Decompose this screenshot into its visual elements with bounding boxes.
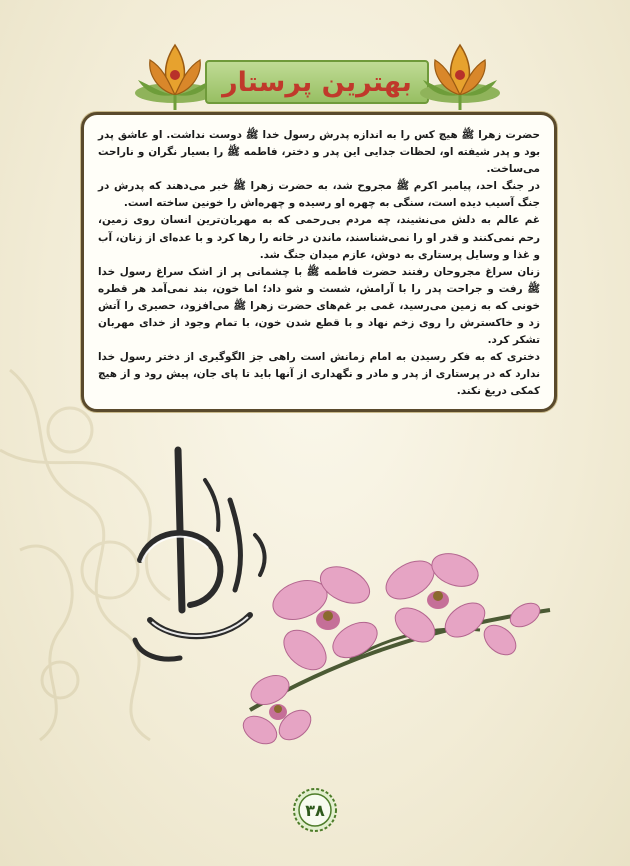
page-number: ۳۸ [305,800,325,820]
right-lotus-ornament [415,35,505,115]
text-box [81,112,557,412]
title-banner [205,60,429,104]
paragraph-5: دختری که به فکر رسیدن به امام زمانش است راهی جز الگوگیری از دختر رسول خدا ندارد که در پرستاری از پدر و مادر و نگهداری از آنها باید تا پای جان، پیش رود و از هیچ کمکی دریغ نکند. [98,351,540,398]
header [0,0,630,120]
paragraph-1: حضرت زهرا ﷺ هیچ کس را به اندازه پدرش رسول خدا ﷺ دوست نداشت. او عاشق پدر بود و پدر شیفته او، لحظات جدایی این پدر و دختر، فاطمه ﷺ را بسیار نگران و ناراحت می‌ساخت. [98,129,540,176]
paragraph-2: در جنگ احد، پیامبر اکرم ﷺ مجروح شد، به حضرت زهرا ﷺ خبر می‌دهند که پدرش در جنگ آسیب دیده است، سنگی به چهره او رسیده و چهره‌اش را خونین ساخته است. [98,180,540,210]
orchid-flowers-artwork [230,540,560,760]
paragraph-4: زنان سراغ مجروحان رفتند حضرت فاطمه ﷺ با چشمانی پر از اشک سراغ رسول خدا ﷺ رفت و جراحت پدر را با آرامش، شست و شو داد؛ اما خون، بند نمی‌آمد هر قطره خونی که به زمین می‌رسید، غمی بر غم‌های حضرت زهرا ﷺ می‌افزود، حصیری را آتش زد و خاکسترش را روی زخم نهاد و با قطع شدن خون، با تمام وجود از خدای مهربان تشکر کرد. [98,265,540,347]
paragraph-3: غم عالم به دلش می‌نشیند، چه مردم بی‌رحمی که به مهربان‌ترین انسان روی زمین، رحم نمی‌کنند و قدر او را نمی‌شناسند، ماندن در خانه را رها کرد و با عده‌ای از زنان، آب و غذا و وسایل پرستاری به دوش، عازم میدان جنگ شد. [98,214,540,261]
page-title: بهترین پرستار [222,66,412,98]
page-number-medallion [292,787,338,833]
